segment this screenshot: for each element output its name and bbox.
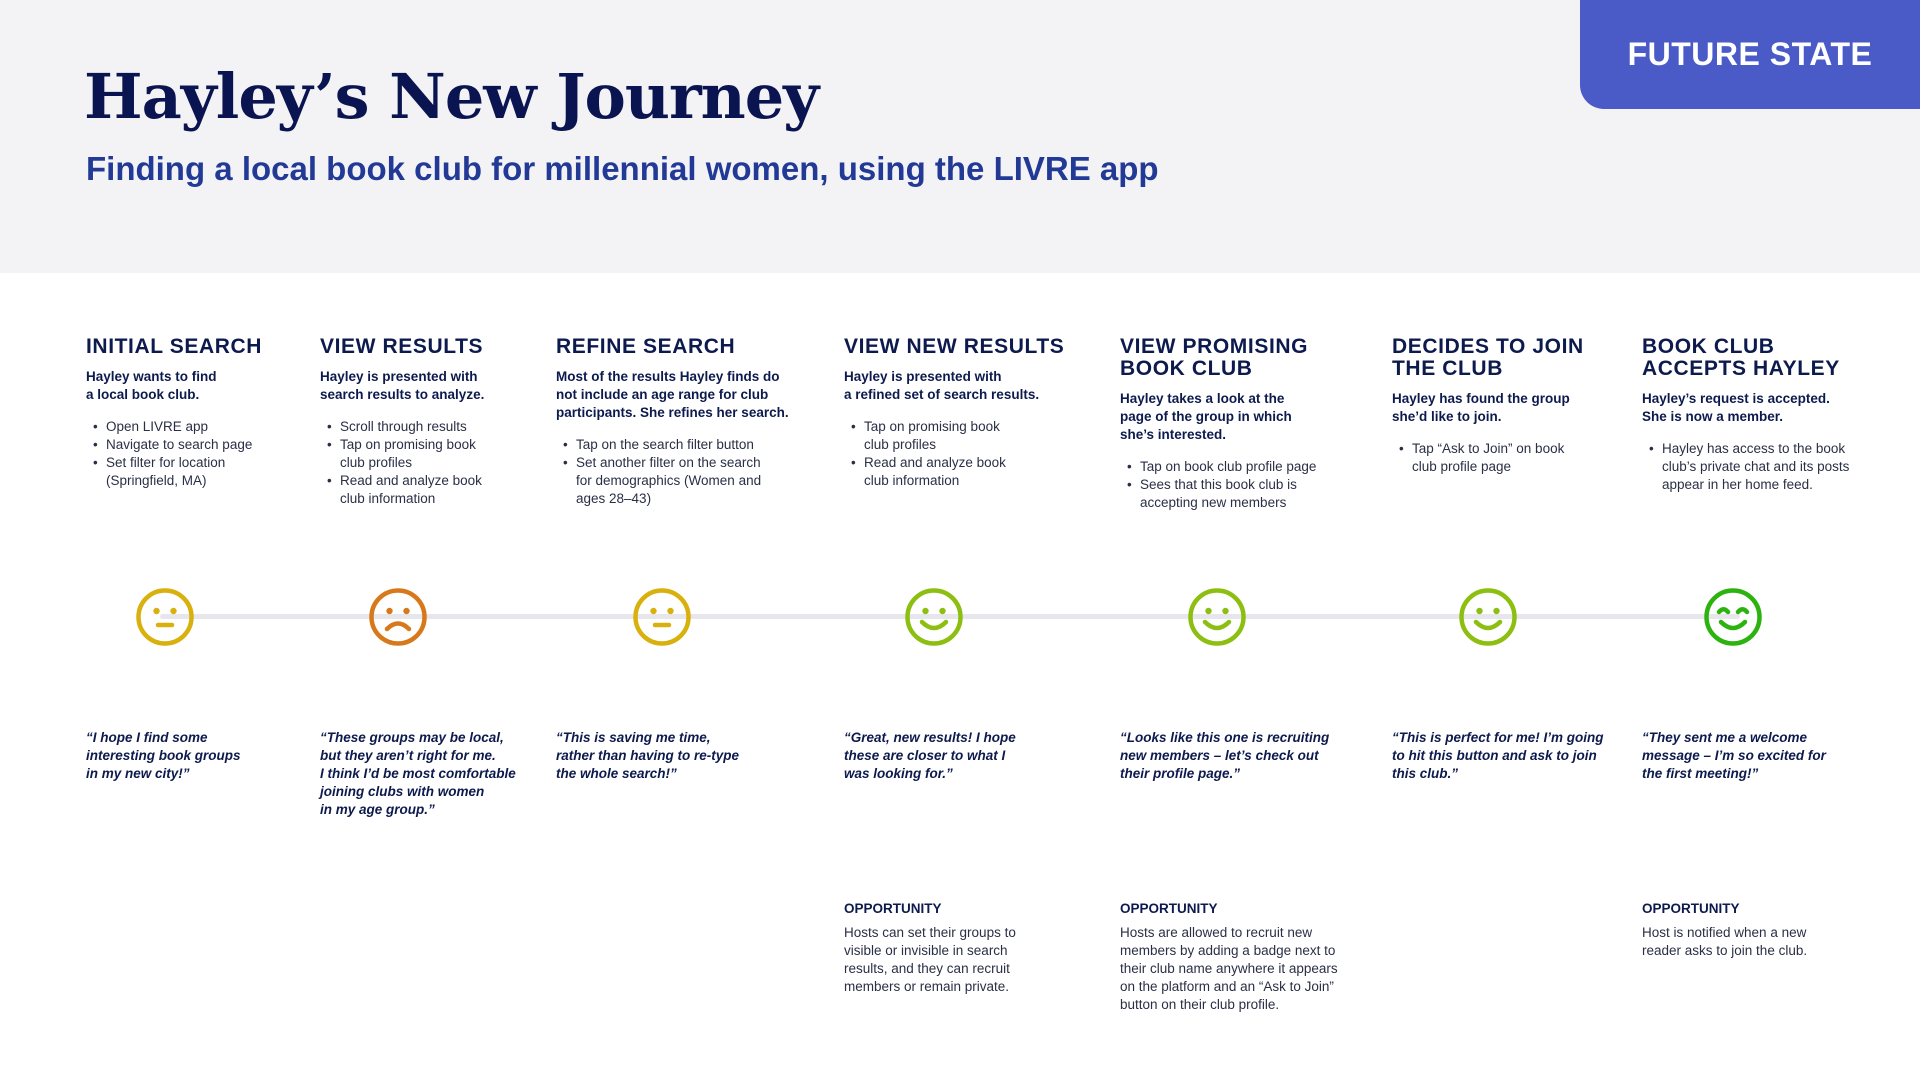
stage-description: Hayley is presented with search results to analyze. [320, 369, 485, 402]
quote-view-results: “These groups may be local, but they aren’t right for me. I think I’d be most comfortable joining clubs with women in my age group.” [320, 730, 516, 817]
stage-title: VIEW PROMISING BOOK CLUB [1120, 335, 1309, 380]
stage-description: Hayley has found the group she’d like to join. [1392, 391, 1570, 424]
action-item: • Tap on promising book club profiles [340, 436, 540, 472]
opportunity-label: OPPORTUNITY [844, 901, 942, 916]
stage-title: REFINE SEARCH [556, 335, 736, 358]
opportunity-label: OPPORTUNITY [1120, 901, 1218, 916]
stage-view-promising-book-club [1120, 336, 1370, 512]
opportunity-text: Hosts can set their groups to visible or invisible in search results, and they can recruit members or remain private. [844, 925, 1016, 994]
stage-actions [86, 418, 286, 490]
quote-view-new-results: “Great, new results! I hope these are closer to what I was looking for.” [844, 730, 1016, 781]
action-item: • Read and analyze book club information [340, 472, 540, 508]
opportunity-text: Host is notified when a new reader asks to join the club. [1642, 925, 1808, 958]
opportunity-view-new-results [844, 901, 1016, 996]
page-subtitle: Finding a local book club for millennial women, using the LIVRE app [86, 150, 1159, 187]
stage-description: Hayley wants to find a local book club. [86, 369, 217, 402]
action-item: • Scroll through results [340, 418, 540, 436]
neutral-face-icon [135, 587, 195, 647]
opportunity-text: Hosts are allowed to recruit new members by adding a badge next to their club name anywhere it appears on the platform and an “Ask to Join” button on their club profile. [1120, 925, 1338, 1012]
happy-face-icon [1187, 587, 1247, 647]
stage-title: DECIDES TO JOIN THE CLUB [1392, 335, 1584, 380]
stage-actions [1120, 458, 1370, 512]
action-item: • Tap on the search filter button [576, 436, 816, 454]
stage-title: INITIAL SEARCH [86, 335, 263, 358]
stage-description: Hayley’s request is accepted. She is now a member. [1642, 391, 1830, 424]
stage-actions [1392, 440, 1622, 476]
quote-initial-search: “I hope I find some interesting book groups in my new city!” [86, 730, 241, 781]
stage-view-new-results [844, 336, 1104, 490]
action-item: • Sees that this book club is accepting new members [1140, 476, 1370, 512]
stage-description: Most of the results Hayley finds do not include an age range for club participants. She refines her search. [556, 369, 789, 420]
stage-title: VIEW NEW RESULTS [844, 335, 1065, 358]
page-title: Hayley’s New Journey [84, 60, 819, 133]
stage-description: Hayley takes a look at the page of the group in which she’s interested. [1120, 391, 1292, 442]
happy-face-icon [904, 587, 964, 647]
action-item: • Tap on promising book club profiles [864, 418, 1104, 454]
quote-book-club-accepts: “They sent me a welcome message – I’m so excited for the first meeting!” [1642, 730, 1826, 781]
stage-decides-to-join [1392, 336, 1622, 476]
stage-actions [1642, 440, 1882, 494]
header-band [0, 0, 1920, 273]
action-item: • Navigate to search page [106, 436, 286, 454]
opportunity-book-club-accepts [1642, 901, 1807, 960]
action-item: • Tap “Ask to Join” on book club profile page [1412, 440, 1622, 476]
opportunity-label: OPPORTUNITY [1642, 901, 1740, 916]
sad-face-icon [368, 587, 428, 647]
action-item: • Read and analyze book club information [864, 454, 1104, 490]
stage-actions [320, 418, 540, 508]
stage-title: BOOK CLUB ACCEPTS HAYLEY [1642, 335, 1840, 380]
opportunity-view-promising-book-club [1120, 901, 1338, 1014]
stage-title: VIEW RESULTS [320, 335, 484, 358]
stage-actions [844, 418, 1104, 490]
stage-initial-search [86, 336, 286, 490]
quote-decides-to-join: “This is perfect for me! I’m going to hit this button and ask to join this club.” [1392, 730, 1604, 781]
delighted-face-icon [1703, 587, 1763, 647]
happy-face-icon [1458, 587, 1518, 647]
quote-refine-search: “This is saving me time, rather than having to re-type the whole search!” [556, 730, 740, 781]
quote-view-promising-book-club: “Looks like this one is recruiting new members – let’s check out their profile page.” [1120, 730, 1330, 781]
stage-refine-search [556, 336, 816, 508]
stage-description: Hayley is presented with a refined set of search results. [844, 369, 1040, 402]
action-item: • Tap on book club profile page [1140, 458, 1370, 476]
stage-actions [556, 436, 816, 508]
stage-book-club-accepts [1642, 336, 1882, 494]
action-item: • Hayley has access to the book club’s private chat and its posts appear in her home feed. [1662, 440, 1882, 494]
stage-view-results [320, 336, 540, 508]
neutral-face-icon [632, 587, 692, 647]
action-item: • Set filter for location (Springfield, MA) [106, 454, 286, 490]
action-item: • Set another filter on the search for demographics (Women and ages 28–43) [576, 454, 816, 508]
action-item: • Open LIVRE app [106, 418, 286, 436]
future-state-badge: FUTURE STATE [1580, 0, 1920, 109]
